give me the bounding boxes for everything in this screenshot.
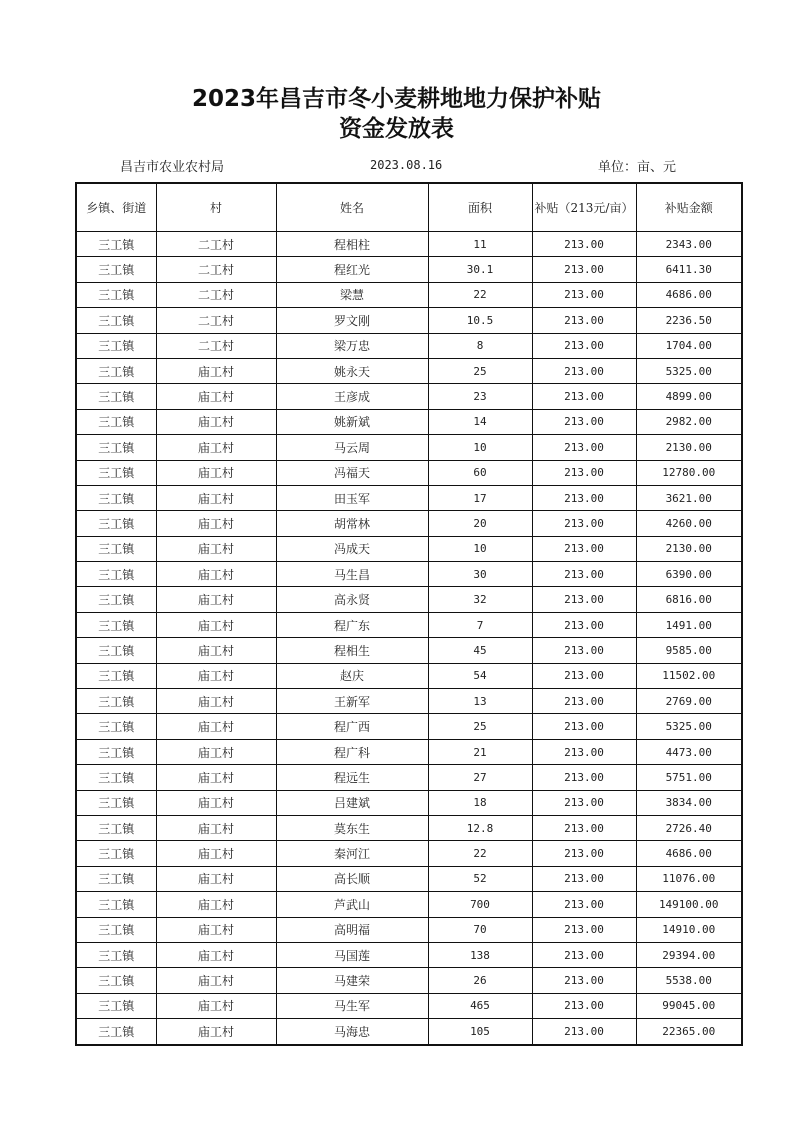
cell-name: 梁慧 [276,282,428,307]
cell-rate: 213.00 [532,815,636,840]
cell-name: 芦武山 [276,892,428,917]
cell-amount: 14910.00 [636,917,742,942]
table-header-row [76,183,742,232]
cell-town: 三工镇 [76,511,156,536]
cell-village: 庙工村 [156,993,276,1018]
cell-amount: 5325.00 [636,714,742,739]
cell-area: 21 [428,739,532,764]
cell-town: 三工镇 [76,232,156,257]
cell-name: 高永贤 [276,587,428,612]
cell-town: 三工镇 [76,485,156,510]
cell-area: 20 [428,511,532,536]
cell-rate: 213.00 [532,714,636,739]
header-area: 面积 [428,183,532,232]
cell-area: 25 [428,714,532,739]
cell-amount: 4473.00 [636,739,742,764]
table-row [76,308,742,333]
cell-rate: 213.00 [532,358,636,383]
header-town: 乡镇、街道 [76,183,156,232]
table-row [76,942,742,967]
cell-name: 冯成天 [276,536,428,561]
cell-village: 庙工村 [156,765,276,790]
cell-amount: 2769.00 [636,689,742,714]
cell-name: 高明福 [276,917,428,942]
document-date: 2023.08.16 [370,158,443,172]
cell-name: 吕建斌 [276,790,428,815]
cell-village: 二工村 [156,232,276,257]
cell-name: 马云周 [276,435,428,460]
cell-name: 秦河江 [276,841,428,866]
cell-town: 三工镇 [76,689,156,714]
cell-area: 60 [428,460,532,485]
cell-rate: 213.00 [532,689,636,714]
cell-amount: 4686.00 [636,282,742,307]
cell-village: 庙工村 [156,536,276,561]
cell-village: 庙工村 [156,485,276,510]
cell-rate: 213.00 [532,435,636,460]
cell-name: 姚新斌 [276,409,428,434]
cell-area: 13 [428,689,532,714]
cell-area: 52 [428,866,532,891]
cell-rate: 213.00 [532,485,636,510]
cell-rate: 213.00 [532,333,636,358]
cell-amount: 4260.00 [636,511,742,536]
cell-town: 三工镇 [76,333,156,358]
cell-amount: 149100.00 [636,892,742,917]
table-row [76,232,742,257]
cell-town: 三工镇 [76,993,156,1018]
table-row [76,739,742,764]
cell-name: 田玉军 [276,485,428,510]
table-row [76,663,742,688]
cell-town: 三工镇 [76,282,156,307]
cell-village: 庙工村 [156,892,276,917]
cell-name: 胡常林 [276,511,428,536]
cell-area: 10 [428,536,532,561]
cell-town: 三工镇 [76,765,156,790]
cell-town: 三工镇 [76,384,156,409]
cell-amount: 9585.00 [636,638,742,663]
cell-area: 23 [428,384,532,409]
cell-village: 庙工村 [156,942,276,967]
cell-amount: 4899.00 [636,384,742,409]
table-row [76,511,742,536]
cell-town: 三工镇 [76,815,156,840]
cell-village: 庙工村 [156,638,276,663]
table-row [76,841,742,866]
cell-rate: 213.00 [532,917,636,942]
document-title-line2: 资金发放表 [339,116,454,142]
table-row [76,993,742,1018]
cell-amount: 29394.00 [636,942,742,967]
cell-village: 庙工村 [156,714,276,739]
cell-name: 马海忠 [276,1019,428,1045]
cell-amount: 2130.00 [636,435,742,460]
cell-area: 138 [428,942,532,967]
table-row [76,892,742,917]
cell-rate: 213.00 [532,409,636,434]
cell-village: 庙工村 [156,739,276,764]
cell-village: 庙工村 [156,460,276,485]
table-row [76,562,742,587]
cell-town: 三工镇 [76,460,156,485]
cell-name: 程广科 [276,739,428,764]
cell-area: 700 [428,892,532,917]
table-row [76,790,742,815]
cell-area: 465 [428,993,532,1018]
issuing-organization: 昌吉市农业农村局 [120,160,225,175]
cell-rate: 213.00 [532,612,636,637]
cell-village: 二工村 [156,308,276,333]
cell-rate: 213.00 [532,587,636,612]
cell-rate: 213.00 [532,308,636,333]
cell-rate: 213.00 [532,536,636,561]
cell-name: 王新军 [276,689,428,714]
cell-rate: 213.00 [532,765,636,790]
cell-rate: 213.00 [532,892,636,917]
cell-village: 庙工村 [156,968,276,993]
header-rate: 补贴（213元/亩） [532,183,636,232]
cell-rate: 213.00 [532,460,636,485]
cell-amount: 5325.00 [636,358,742,383]
table-body [76,232,742,1045]
table-row [76,612,742,637]
cell-town: 三工镇 [76,409,156,434]
table-row [76,435,742,460]
cell-town: 三工镇 [76,435,156,460]
cell-area: 32 [428,587,532,612]
cell-rate: 213.00 [532,257,636,282]
cell-name: 程远生 [276,765,428,790]
cell-town: 三工镇 [76,917,156,942]
cell-village: 庙工村 [156,663,276,688]
cell-area: 10.5 [428,308,532,333]
cell-town: 三工镇 [76,866,156,891]
cell-village: 庙工村 [156,1019,276,1045]
header-name: 姓名 [276,183,428,232]
header-village: 村 [156,183,276,232]
table-row [76,689,742,714]
table-row [76,485,742,510]
cell-village: 庙工村 [156,790,276,815]
cell-rate: 213.00 [532,993,636,1018]
cell-village: 庙工村 [156,358,276,383]
unit-label: 单位：亩、元 [598,160,677,175]
cell-town: 三工镇 [76,358,156,383]
cell-town: 三工镇 [76,790,156,815]
cell-name: 王彦成 [276,384,428,409]
cell-area: 12.8 [428,815,532,840]
cell-town: 三工镇 [76,257,156,282]
cell-rate: 213.00 [532,942,636,967]
cell-name: 马国莲 [276,942,428,967]
table-row [76,587,742,612]
cell-name: 程广西 [276,714,428,739]
cell-name: 马生军 [276,993,428,1018]
cell-name: 高长顺 [276,866,428,891]
cell-rate: 213.00 [532,562,636,587]
cell-amount: 2130.00 [636,536,742,561]
cell-area: 26 [428,968,532,993]
cell-area: 30.1 [428,257,532,282]
cell-town: 三工镇 [76,536,156,561]
cell-village: 庙工村 [156,562,276,587]
cell-village: 庙工村 [156,866,276,891]
table-row [76,638,742,663]
subsidy-table [75,182,743,1046]
cell-area: 7 [428,612,532,637]
cell-area: 8 [428,333,532,358]
cell-village: 二工村 [156,257,276,282]
cell-name: 姚永天 [276,358,428,383]
cell-name: 程相生 [276,638,428,663]
cell-town: 三工镇 [76,663,156,688]
cell-village: 二工村 [156,333,276,358]
cell-village: 庙工村 [156,409,276,434]
table-row [76,460,742,485]
cell-amount: 6390.00 [636,562,742,587]
cell-area: 54 [428,663,532,688]
cell-rate: 213.00 [532,232,636,257]
table-row [76,384,742,409]
table-row [76,815,742,840]
cell-amount: 3621.00 [636,485,742,510]
cell-amount: 6411.30 [636,257,742,282]
table-row [76,358,742,383]
cell-amount: 1704.00 [636,333,742,358]
table-row [76,714,742,739]
cell-rate: 213.00 [532,663,636,688]
cell-area: 17 [428,485,532,510]
cell-village: 庙工村 [156,612,276,637]
table-row [76,257,742,282]
cell-town: 三工镇 [76,714,156,739]
cell-rate: 213.00 [532,1019,636,1045]
cell-name: 程红光 [276,257,428,282]
cell-rate: 213.00 [532,866,636,891]
cell-town: 三工镇 [76,1019,156,1045]
cell-rate: 213.00 [532,841,636,866]
table-row [76,917,742,942]
cell-amount: 2726.40 [636,815,742,840]
cell-name: 莫东生 [276,815,428,840]
cell-amount: 2982.00 [636,409,742,434]
header-amount: 补贴金额 [636,183,742,232]
cell-town: 三工镇 [76,308,156,333]
cell-rate: 213.00 [532,739,636,764]
cell-amount: 3834.00 [636,790,742,815]
cell-rate: 213.00 [532,790,636,815]
cell-amount: 12780.00 [636,460,742,485]
cell-name: 赵庆 [276,663,428,688]
cell-area: 14 [428,409,532,434]
cell-town: 三工镇 [76,638,156,663]
cell-town: 三工镇 [76,612,156,637]
table-row [76,282,742,307]
cell-amount: 4686.00 [636,841,742,866]
cell-rate: 213.00 [532,968,636,993]
cell-area: 30 [428,562,532,587]
cell-amount: 5751.00 [636,765,742,790]
cell-name: 冯福天 [276,460,428,485]
cell-town: 三工镇 [76,968,156,993]
cell-village: 庙工村 [156,435,276,460]
cell-rate: 213.00 [532,511,636,536]
cell-town: 三工镇 [76,739,156,764]
cell-amount: 5538.00 [636,968,742,993]
cell-village: 庙工村 [156,917,276,942]
cell-village: 庙工村 [156,689,276,714]
cell-area: 70 [428,917,532,942]
cell-rate: 213.00 [532,638,636,663]
table-row [76,1019,742,1045]
cell-village: 庙工村 [156,587,276,612]
cell-town: 三工镇 [76,892,156,917]
cell-area: 18 [428,790,532,815]
cell-village: 二工村 [156,282,276,307]
cell-town: 三工镇 [76,942,156,967]
table-row [76,968,742,993]
cell-name: 梁万忠 [276,333,428,358]
table-row [76,866,742,891]
cell-amount: 2236.50 [636,308,742,333]
cell-area: 22 [428,841,532,866]
cell-town: 三工镇 [76,841,156,866]
cell-name: 程广东 [276,612,428,637]
cell-amount: 6816.00 [636,587,742,612]
table-row [76,333,742,358]
cell-area: 45 [428,638,532,663]
cell-area: 25 [428,358,532,383]
cell-area: 105 [428,1019,532,1045]
cell-amount: 2343.00 [636,232,742,257]
cell-amount: 11076.00 [636,866,742,891]
cell-rate: 213.00 [532,384,636,409]
cell-town: 三工镇 [76,562,156,587]
cell-name: 程相柱 [276,232,428,257]
cell-village: 庙工村 [156,841,276,866]
cell-amount: 1491.00 [636,612,742,637]
cell-area: 27 [428,765,532,790]
cell-village: 庙工村 [156,815,276,840]
cell-village: 庙工村 [156,511,276,536]
cell-amount: 22365.00 [636,1019,742,1045]
cell-area: 22 [428,282,532,307]
cell-area: 10 [428,435,532,460]
cell-amount: 11502.00 [636,663,742,688]
cell-amount: 99045.00 [636,993,742,1018]
cell-rate: 213.00 [532,282,636,307]
table-row [76,536,742,561]
cell-name: 罗文刚 [276,308,428,333]
cell-town: 三工镇 [76,587,156,612]
table-row [76,765,742,790]
table-row [76,409,742,434]
cell-village: 庙工村 [156,384,276,409]
cell-name: 马建荣 [276,968,428,993]
document-title-line1: 2023年昌吉市冬小麦耕地地力保护补贴 [191,86,601,112]
cell-area: 11 [428,232,532,257]
cell-name: 马生昌 [276,562,428,587]
